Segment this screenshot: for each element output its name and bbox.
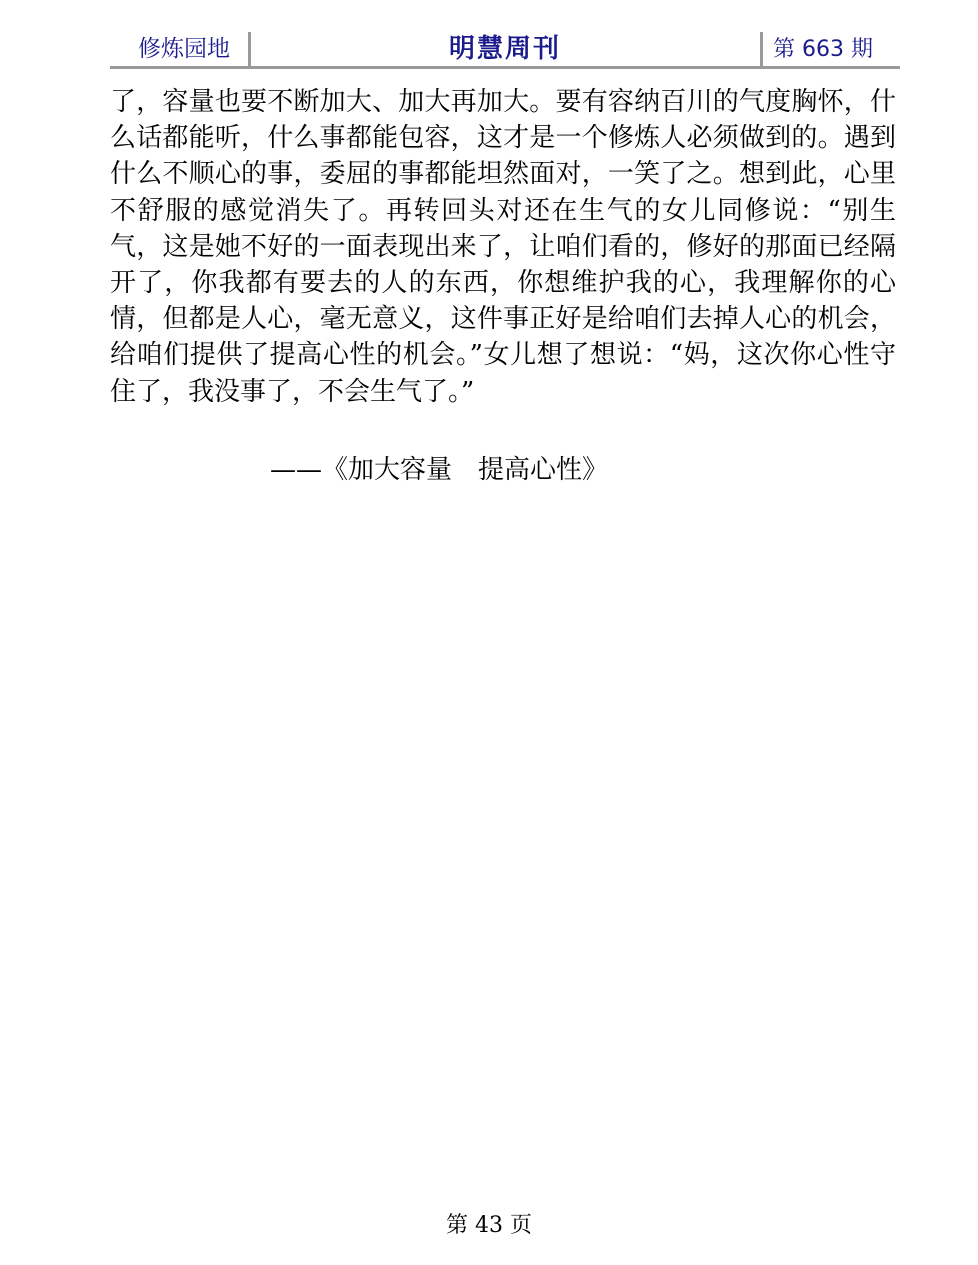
article-attribution: ——《加大容量 提高心性》 xyxy=(270,455,609,485)
page-header xyxy=(110,28,900,68)
page-number: 第 43 页 xyxy=(446,1213,532,1238)
article-paragraph: 了，容量也要不断加大、加大再加大。要有容纳百川的气度胸怀，什么话都能听，什么事都能包容，这才是一个修炼人必须做到的。遇到什么不顺心的事，委屈的事都能坦然面对，一笑了之。想到此，心里不舒服的感觉消失了。再转回头对还在生气的女儿同修说：“别生气，这是她不好的一面表现出来了，让咱们看的，修好的那面已经隔开了，你我都有要去的人的东西，你想维护我的心，我理解你的心情，但都是人心，毫无意义，这件事正好是给咱们去掉人心的机会，给咱们提供了提高心性的机会。”女儿想了想说：“妈，这次你心性守住了，我没事了，不会生气了。” xyxy=(110,87,896,407)
issue-number: 第 663 期 xyxy=(773,37,873,62)
section-title: 修炼园地 xyxy=(138,36,230,62)
header-rule xyxy=(110,66,900,69)
publication-title: 明慧周刊 xyxy=(448,34,561,64)
header-divider-right xyxy=(760,32,763,66)
article-body xyxy=(110,84,896,410)
